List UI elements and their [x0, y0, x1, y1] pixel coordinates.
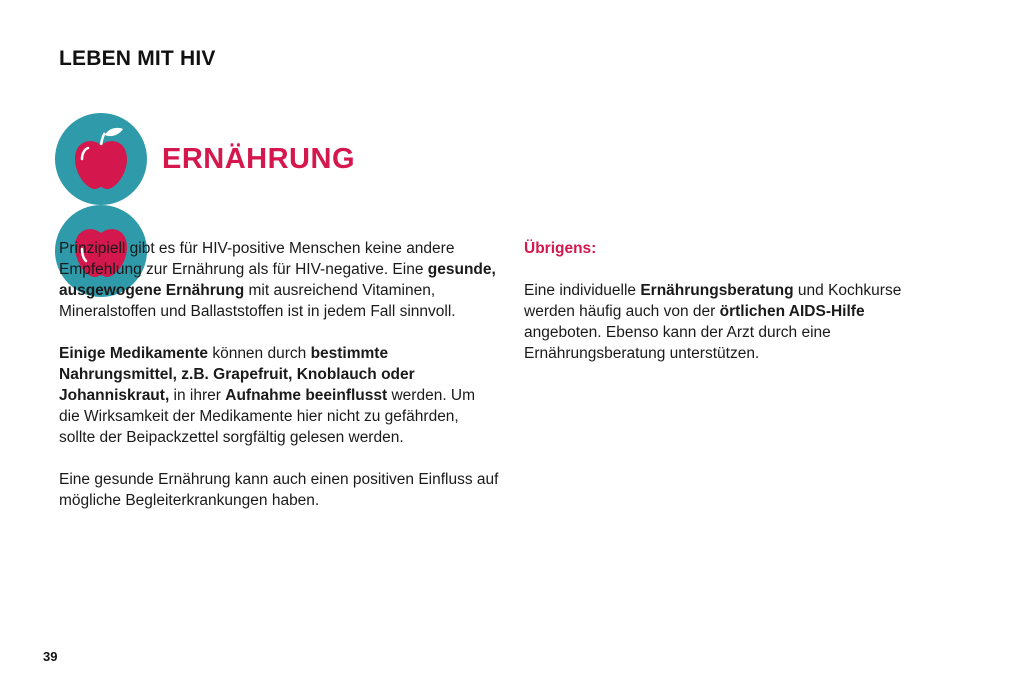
aside-column: [524, 238, 914, 385]
closing-paragraph: Eine gesunde Ernährung kann auch einen positiven Einfluss auf mögliche Begleiterkrankungen haben.: [59, 471, 499, 509]
apple-icon: [55, 113, 147, 205]
aside-title: Übrigens:: [524, 240, 597, 257]
page-number: 39: [43, 649, 58, 664]
medication-paragraph: Einige Medikamente können durch bestimmte Nahrungsmittel, z.B. Grapefruit, Knoblauch oder Johanniskraut, in ihrer Aufnahme beeinflusst werden. Um die Wirksamkeit der Medikamente hier nicht zu gefährden, sollte der Beipackzettel sorgfältig gelesen werden.: [59, 345, 476, 446]
main-text-column: [59, 238, 499, 532]
intro-paragraph: Prinzipiell gibt es für HIV-positive Menschen keine andere Empfehlung zur Ernährung als für HIV-negative. Eine gesunde, ausgewogene Ernährung mit ausreichend Vitaminen, Mineralstoffen und Ballaststoffen ist in jedem Fall sinnvoll.: [59, 240, 496, 320]
page-header: LEBEN MIT HIV: [59, 47, 216, 70]
section-title: ERNÄHRUNG: [162, 143, 355, 175]
aside-body: Eine individuelle Ernährungsberatung und Kochkurse werden häufig auch von der örtlichen AIDS-Hilfe angeboten. Ebenso kann der Arzt durch eine Ernährungsberatung unterstützen.: [524, 282, 902, 362]
